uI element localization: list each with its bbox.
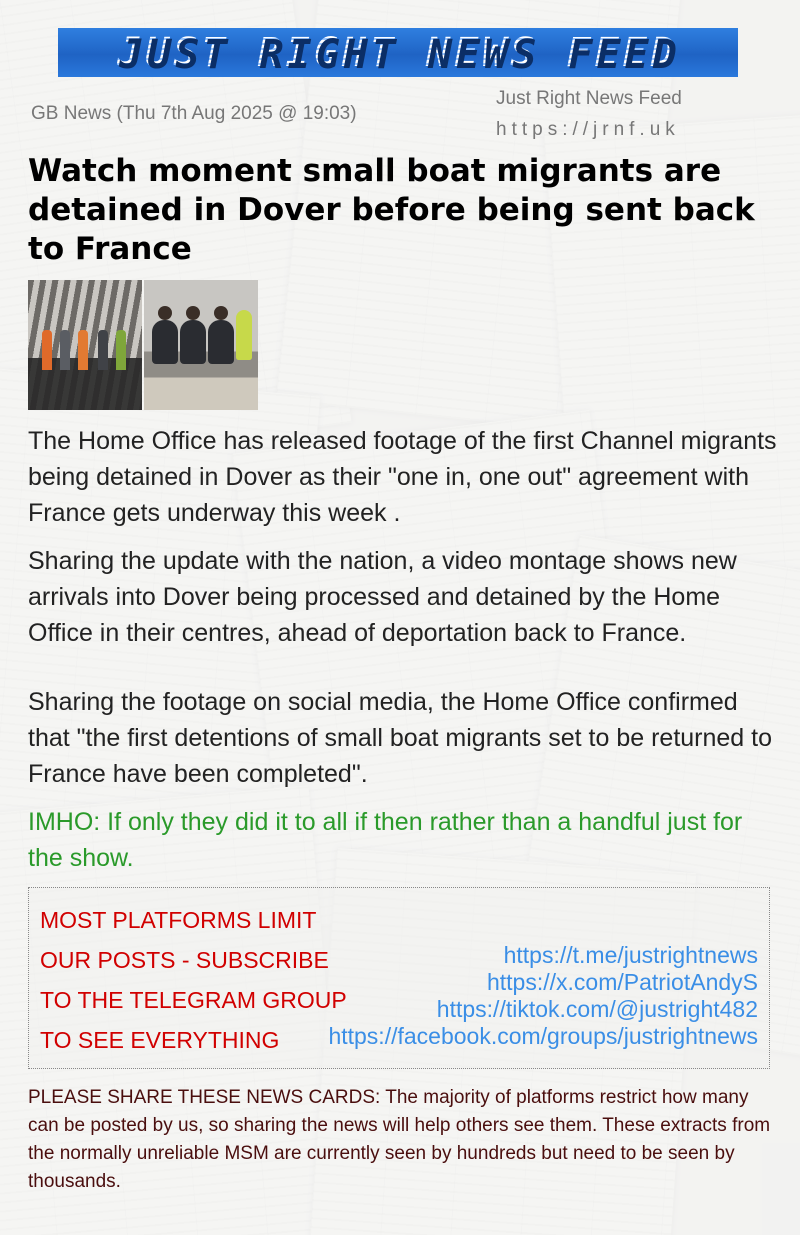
share-note: PLEASE SHARE THESE NEWS CARDS: The majority of platforms restrict how many can be posted by us, so sharing the news will help others see them. These extracts from the normally unreliable MSM are currently seen by hundreds but need to be seen by thousands. <box>28 1087 771 1192</box>
subscribe-line: MOST PLATFORMS LIMIT <box>40 907 317 933</box>
article-paragraph: Sharing the update with the nation, a video montage shows new arrivals into Dover being processed and detained by the Home Office in their centres, ahead of deportation back to France. <box>28 547 737 647</box>
banner-title: JUST RIGHT NEWS FEED <box>117 29 679 76</box>
facebook-link[interactable]: https://facebook.com/groups/justrightnews <box>328 1023 758 1049</box>
source-line: GB News (Thu 7th Aug 2025 @ 19:03) <box>31 103 357 124</box>
photo-migrants-walkway <box>28 280 142 410</box>
article-headline: Watch moment small boat migrants are detained in Dover before being sent back to France <box>28 153 755 267</box>
article-paragraph: The Home Office has released footage of the first Channel migrants being detained in Dover as their "one in, one out" agreement with France gets underway this week . <box>28 427 777 527</box>
subscribe-line: TO SEE EVERYTHING <box>40 1027 280 1053</box>
subscribe-message <box>40 900 347 1060</box>
article-paragraph: Sharing the footage on social media, the Home Office confirmed that "the first detentions of small boat migrants set to be returned to France have been completed". <box>28 688 772 788</box>
subscribe-line: TO THE TELEGRAM GROUP <box>40 987 347 1013</box>
imho-comment: IMHO: If only they did it to all if then rather than a handful just for the show. <box>28 808 743 872</box>
x-link[interactable]: https://x.com/PatriotAndyS <box>486 969 758 995</box>
subscribe-panel <box>28 887 770 1069</box>
social-links <box>328 942 758 1050</box>
telegram-link[interactable]: https://t.me/justrightnews <box>503 942 758 968</box>
article-photos <box>28 280 259 410</box>
subscribe-line: OUR POSTS - SUBSCRIBE <box>40 947 329 973</box>
tiktok-link[interactable]: https://tiktok.com/@justright482 <box>436 996 758 1022</box>
site-url[interactable]: https://jrnf.uk <box>496 119 680 140</box>
photo-migrants-seated <box>144 280 258 410</box>
site-banner <box>58 28 738 77</box>
site-name: Just Right News Feed <box>496 88 682 109</box>
